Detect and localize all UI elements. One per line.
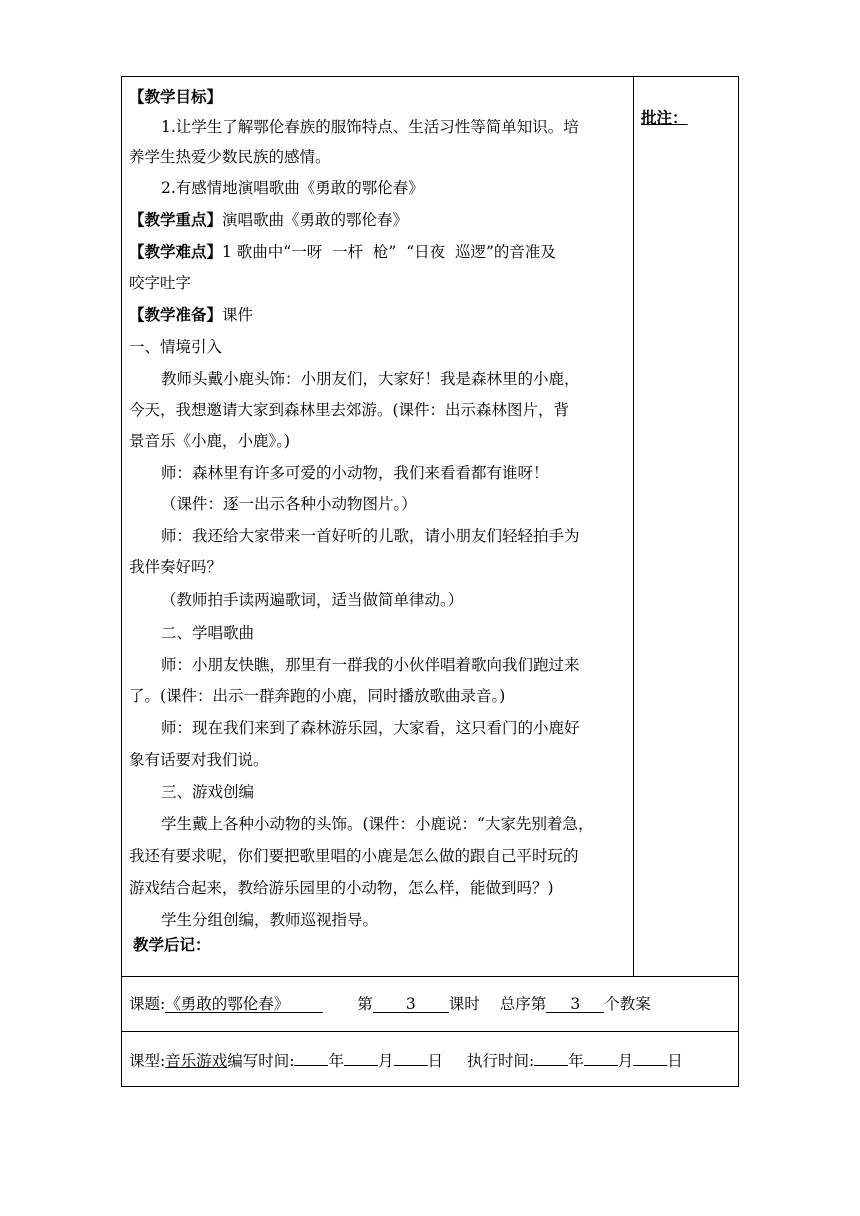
lesson-di-label: 第 xyxy=(357,995,373,1013)
para-4-line-a: 师：我还给大家带来一首好听的儿歌，请小朋友们轻轻拍手为 xyxy=(161,527,580,545)
goal-heading: 【教学目标】 xyxy=(129,87,223,106)
para-7-line-b: 象有话要对我们说。 xyxy=(129,751,269,769)
row-divider-1 xyxy=(121,976,739,977)
compile-year-blank xyxy=(294,1049,328,1066)
para-7-line-a: 师：现在我们来到了森林游乐园，大家看，这只看门的小鹿好 xyxy=(161,719,580,737)
para-6-line-b: 了。(课件：出示一群奔跑的小鹿，同时播放歌曲录音。) xyxy=(129,687,506,705)
compile-month-label: 月 xyxy=(378,1052,394,1070)
row-divider-2 xyxy=(121,1031,739,1032)
section-1-title: 一、情境引入 xyxy=(129,338,223,356)
key-point-text: 演唱歌曲《勇敢的鄂伦春》 xyxy=(222,211,409,229)
topic-value: 《勇敢的鄂伦春》 xyxy=(165,996,323,1013)
para-8-line-b: 我还有要求呢，你们要把歌里唱的小鹿是怎么做的跟自己平时玩的 xyxy=(129,847,579,865)
para-8-line-a: 学生戴上各种小动物的头饰。(课件：小鹿说：“大家先别着急， xyxy=(161,815,594,833)
key-point-label: 【教学重点】 xyxy=(129,210,223,229)
topic-label: 课题: xyxy=(129,995,166,1013)
compile-day-label: 日 xyxy=(427,1052,444,1070)
para-1-line-b: 今天，我想邀请大家到森林里去郊游。(课件：出示森林图片，背 xyxy=(129,401,570,419)
goal-2: 2.有感情地演唱歌曲《勇敢的鄂伦春》 xyxy=(161,179,424,197)
plan-count-label: 个教案 xyxy=(604,995,651,1013)
table-border-left xyxy=(121,76,122,1087)
section-3-title: 三、游戏创编 xyxy=(161,783,255,801)
type-label: 课型: xyxy=(129,1052,166,1070)
difficulty-text: 1 歌曲中“一呀 一杆 枪” “日夜 巡逻”的音准及 xyxy=(222,243,556,261)
type-value: 音乐游戏 xyxy=(165,1052,228,1070)
topic-row xyxy=(129,994,651,1014)
compile-day-blank xyxy=(394,1049,428,1066)
keshi-label: 课时 xyxy=(448,995,480,1013)
preparation xyxy=(129,305,253,325)
para-1-line-a: 教师头戴小鹿头饰：小朋友们，大家好！我是森林里的小鹿， xyxy=(161,370,580,388)
total-number: 3 xyxy=(546,996,604,1013)
column-divider xyxy=(633,76,634,976)
compile-month-blank xyxy=(344,1049,378,1066)
exec-year-blank xyxy=(534,1049,568,1066)
total-order-label: 总序第 xyxy=(499,995,547,1013)
difficulty-line-b: 咬字吐字 xyxy=(129,274,192,292)
para-4-line-b: 我伴奏好吗？ xyxy=(129,558,223,576)
side-note-label: 批注： xyxy=(641,108,688,127)
table-border-right xyxy=(738,76,739,1087)
para-6-line-a: 师：小朋友快瞧，那里有一群我的小伙伴唱着歌向我们跑过来 xyxy=(161,656,580,674)
table-border-top xyxy=(121,76,739,77)
para-1-line-c: 景音乐《小鹿，小鹿》。) xyxy=(129,432,291,450)
type-row xyxy=(129,1049,683,1071)
key-point xyxy=(129,210,408,230)
exec-month-blank xyxy=(584,1049,618,1066)
section-2-title: 二、学唱歌曲 xyxy=(161,624,255,642)
difficulty-label: 【教学难点】 xyxy=(129,242,223,261)
lesson-number: 3 xyxy=(373,996,449,1013)
para-5: （教师拍手读两遍歌词，适当做简单律动。） xyxy=(161,591,464,609)
para-2: 师：森林里有许多可爱的小动物，我们来看看都有谁呀！ xyxy=(161,464,549,482)
exec-day-label: 日 xyxy=(667,1052,683,1070)
difficulty xyxy=(129,242,556,262)
compile-time-label: 编写时间: xyxy=(227,1052,295,1070)
exec-day-blank xyxy=(633,1049,667,1066)
goal-1-line-a: 1.让学生了解鄂伦春族的服饰特点、生活习性等简单知识。培 xyxy=(161,118,579,136)
preparation-text: 课件 xyxy=(222,306,254,324)
exec-time-label: 执行时间: xyxy=(467,1052,535,1070)
compile-year-label: 年 xyxy=(328,1052,344,1070)
exec-year-label: 年 xyxy=(568,1052,584,1070)
after-class-notes-label: 教学后记： xyxy=(133,935,211,954)
preparation-label: 【教学准备】 xyxy=(129,305,223,324)
goal-1-line-b: 养学生热爱少数民族的感情。 xyxy=(129,148,331,166)
para-3: （课件：逐一出示各种小动物图片。） xyxy=(161,495,417,513)
exec-month-label: 月 xyxy=(617,1052,634,1070)
table-border-bottom xyxy=(121,1086,739,1087)
para-8-line-c: 游戏结合起来，教给游乐园里的小动物，怎么样，能做到吗？) xyxy=(129,879,554,897)
para-9: 学生分组创编，教师巡视指导。 xyxy=(161,911,379,929)
